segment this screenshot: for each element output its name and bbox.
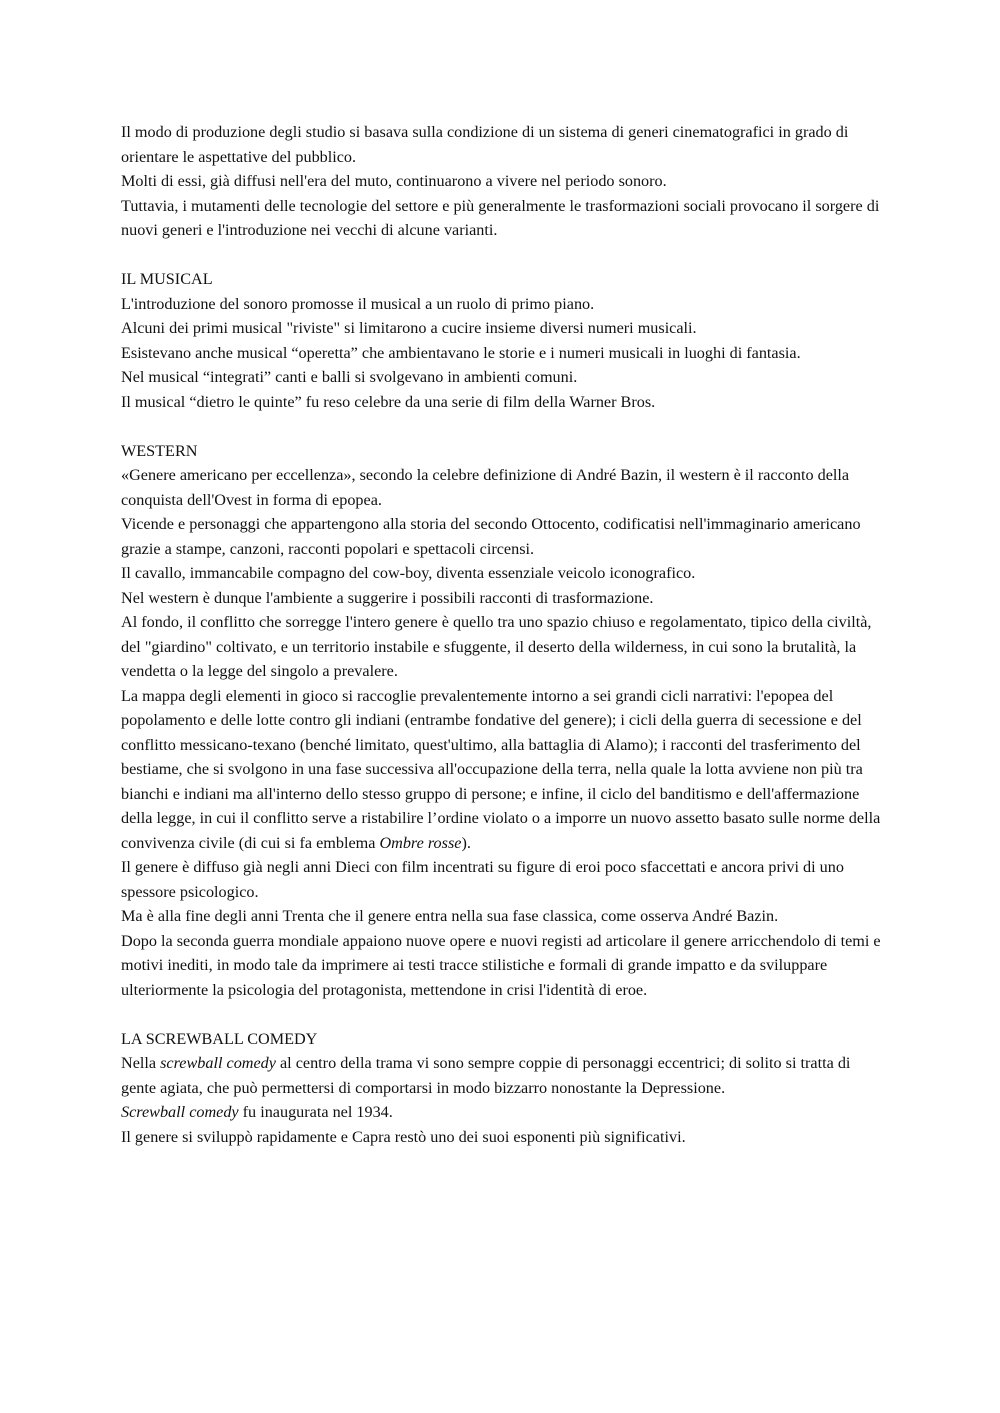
western-cycles-end: ). <box>461 833 471 852</box>
screwball-p2-rest: fu inaugurata nel 1934. <box>238 1103 393 1121</box>
screwball-p1-rest: al centro della trama vi sono sempre coppie di personaggi eccentrici; di solito si tratta di gente agiata, che può permettersi di comportarsi in modo bizzarro nonostante la Depressione. <box>121 1054 851 1097</box>
screwball-paragraph-2 <box>121 1100 881 1125</box>
intro-paragraph-1: Il modo di produzione degli studio si basava sulla condizione di un sistema di generi cinematografici in grado di orientare le aspettative del pubblico. <box>121 123 849 166</box>
western-cycles-paragraph <box>121 684 881 856</box>
musical-section <box>121 267 881 414</box>
western-paragraph-8: Ma è alla fine degli anni Trenta che il genere entra nella sua fase classica, come osserva André Bazin. <box>121 907 779 925</box>
musical-heading: IL MUSICAL <box>121 270 213 288</box>
intro-paragraph-2: Molti di essi, già diffusi nell'era del muto, continuarono a vivere nel periodo sonoro. <box>121 172 667 190</box>
western-cycles-text: La mappa degli elementi in gioco si raccoglie prevalentemente intorno a sei grandi cicli narrativi: l'epopea del popolamento e delle lotte contro gli indiani (entrambe fondative del genere); i cicli della guerra di secessione e del conflitto messicano-texano (benché limitato, quest'ultimo, alla battaglia di Alamo); i racconti del trasferimento del bestiame, che si svolgono in una fase successiva all'occupazione della terra, nella quale la lotta avviene non più tra bianchi e indiani ma all'interno dello stesso gruppo di persone; e infine, il ciclo del banditismo e dell'affermazione della legge, in cui il conflitto serve a ristabilire l’ordine violato o a imporre un nuovo assetto basato sulle norme della convivenza civile (di cui si fa emblema <box>121 686 881 852</box>
musical-paragraph-5: Il musical “dietro le quinte” fu reso celebre da una serie di film della Warner Bros. <box>121 392 656 411</box>
western-paragraph-4: Nel western è dunque l'ambiente a suggerire i possibili racconti di trasformazione. <box>121 588 654 607</box>
western-paragraph-9: Dopo la seconda guerra mondiale appaiono nuove opere e nuovi registi ad articolare il genere arricchendolo di temi e motivi inediti, in modo tale da imprimere ai testi tracce stilistiche e formali di grande impatto e da sviluppare ulteriormente la psicologia del protagonista, mettendone in crisi l'identità di eroe. <box>121 931 881 999</box>
screwball-section <box>121 1027 881 1150</box>
western-heading: WESTERN <box>121 441 198 460</box>
intro-paragraph-3: Tuttavia, i mutamenti delle tecnologie del settore e più generalmente le trasformazioni sociali provocano il sorgere di nuovi generi e l'introduzione nei vecchi di alcune varianti. <box>121 196 880 239</box>
western-paragraph-5: Al fondo, il conflitto che sorregge l'intero genere è quello tra uno spazio chiuso e regolamentato, tipico della civiltà, del "giardino" coltivato, e un territorio instabile e sfuggente, il deserto della wilderness, in cui sono la brutalità, la vendetta o la legge del singolo a prevalere. <box>121 613 872 680</box>
musical-paragraph-2: Alcuni dei primi musical "riviste" si limitarono a cucire insieme diversi numeri musicali. <box>121 319 697 337</box>
musical-paragraph-1: L'introduzione del sonoro promosse il musical a un ruolo di primo piano. <box>121 294 595 313</box>
musical-paragraph-3: Esistevano anche musical “operetta” che ambientavano le storie e i numeri musicali in luoghi di fantasia. <box>121 343 801 362</box>
screwball-p1-start: Nella <box>121 1054 161 1072</box>
musical-paragraph-4: Nel musical “integrati” canti e balli si svolgevano in ambienti comuni. <box>121 368 578 386</box>
western-paragraph-1: «Genere americano per eccellenza», secondo la celebre definizione di André Bazin, il western è il racconto della conquista dell'Ovest in forma di epopea. <box>121 466 850 509</box>
western-section <box>121 439 881 1003</box>
western-paragraph-7: Il genere è diffuso già negli anni Dieci con film incentrati su figure di eroi poco sfaccettati e ancora privi di uno spessore psicologico. <box>121 858 844 901</box>
screwball-paragraph-3: Il genere si sviluppò rapidamente e Capra restò uno dei suoi esponenti più significativi. <box>121 1127 686 1146</box>
screwball-paragraph-1 <box>121 1051 881 1100</box>
western-paragraph-3: Il cavallo, immancabile compagno del cow-boy, diventa essenziale veicolo iconografico. <box>121 564 696 582</box>
intro-section <box>121 120 881 243</box>
screwball-p2-italic: Screwball comedy <box>121 1103 239 1121</box>
screwball-p1-italic: screwball comedy <box>160 1054 276 1072</box>
screwball-heading: LA SCREWBALL COMEDY <box>121 1029 318 1048</box>
film-title-ombre-rosse: Ombre rosse <box>379 833 462 852</box>
western-paragraph-2: Vicende e personaggi che appartengono alla storia del secondo Ottocento, codificatisi nell'immaginario americano grazie a stampe, canzoni, racconti popolari e spettacoli circensi. <box>121 515 861 558</box>
document-page <box>121 120 881 1149</box>
